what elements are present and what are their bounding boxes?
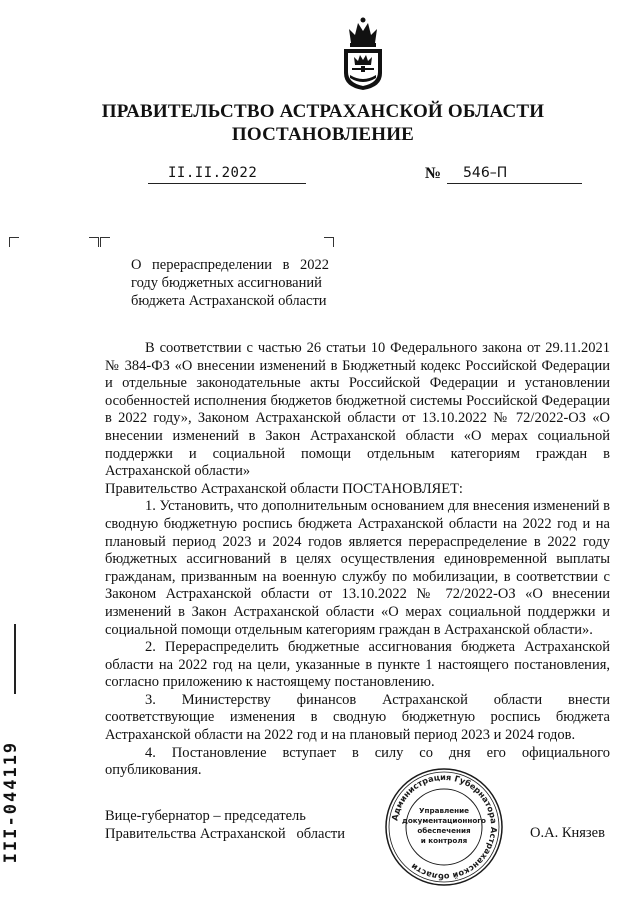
signatory-name: О.А. Князев <box>530 825 605 841</box>
document-number: 546–П <box>447 165 582 184</box>
signatory-position <box>105 808 345 843</box>
corner-bracket <box>100 237 110 247</box>
document-subject <box>131 256 329 310</box>
margin-line <box>14 624 16 694</box>
resolves-paragraph: Правительство Астраханской области ПОСТАНОВЛЯЕТ: <box>105 480 463 497</box>
clause-2: 2. Перераспределить бюджетные ассигнования бюджета Астраханской области на 2022 год на цели, указанные в пункте 1 настоящего постановления, согласно приложению к настоящему постановлению. <box>105 639 610 691</box>
government-title: ПРАВИТЕЛЬСТВО АСТРАХАНСКОЙ ОБЛАСТИ <box>101 101 545 122</box>
document-body <box>105 340 610 780</box>
coat-of-arms-icon <box>338 17 388 91</box>
stamp-center-line: и контроля <box>420 836 468 845</box>
stamp-center-line: Управление <box>418 806 470 815</box>
document-type-title: ПОСТАНОВЛЕНИЕ <box>231 124 415 145</box>
stamp-center-line: обеспечения <box>417 826 471 835</box>
corner-bracket <box>9 237 19 247</box>
official-stamp <box>384 767 504 887</box>
registration-code-text: III-044119 <box>1 740 21 864</box>
clause-1: 1. Установить, что дополнительным основанием для внесения изменений в сводную бюджетную роспись бюджета Астраханской области на 2022 год и на плановый период 2023 и 2024 годов является перераспределение в 2022 году бюджетных ассигнований в целях осуществления единовременной выплаты гражданам, призванным на военную службу по мобилизации, в соответствии с Законом Астраханской области от 13.10.2022 № 72/2022-ОЗ «О внесении изменений в Закон Астраханской области «О мерах социальной поддержки и социальной помощи отдельным категориям граждан в Астраханской области». <box>105 498 610 638</box>
stamp-ring-text: Администрация Губернатора Астраханской области <box>389 771 500 883</box>
number-sign: № <box>425 165 442 182</box>
corner-bracket <box>324 237 334 247</box>
signatory-position-line: Вице-губернатор – председатель <box>105 808 306 824</box>
corner-bracket <box>89 237 99 247</box>
stamp-center-line: документационного <box>402 816 486 825</box>
document-date: II.II.2022 <box>148 165 306 184</box>
clause-3: 3. Министерству финансов Астраханской области внести соответствующие изменения в сводную бюджетную роспись бюджета Астраханской области на 2022 год и на плановый период 2023 и 2024 годов. <box>105 691 610 744</box>
subject-line: О перераспределении в 2022 <box>131 257 329 273</box>
subject-line: году бюджетных ассигнований <box>131 275 322 291</box>
clause-4: 4. Постановление вступает в силу со дня его официального опубликования. <box>105 744 610 779</box>
registration-code <box>0 733 27 873</box>
preamble-paragraph: В соответствии с частью 26 статьи 10 Федерального закона от 29.11.2021 № 384-ФЗ «О внесении изменений в Бюджетный кодекс Российской Федерации и отдельные законодательные акты Российской Федерации и установлении особенностей исполнения бюджетов бюджетной системы Российской Федерации в 2022 году», Законом Астраханской области от 13.10.2022 № 72/2022-ОЗ «О внесении изменений в Закон Астраханской области «О мерах социальной поддержки и социальной помощи отдельным категориям граждан в Астраханской области» <box>105 340 610 480</box>
signatory-position-line: Правительства Астраханской области <box>105 825 345 842</box>
subject-line: бюджета Астраханской области <box>131 293 327 309</box>
